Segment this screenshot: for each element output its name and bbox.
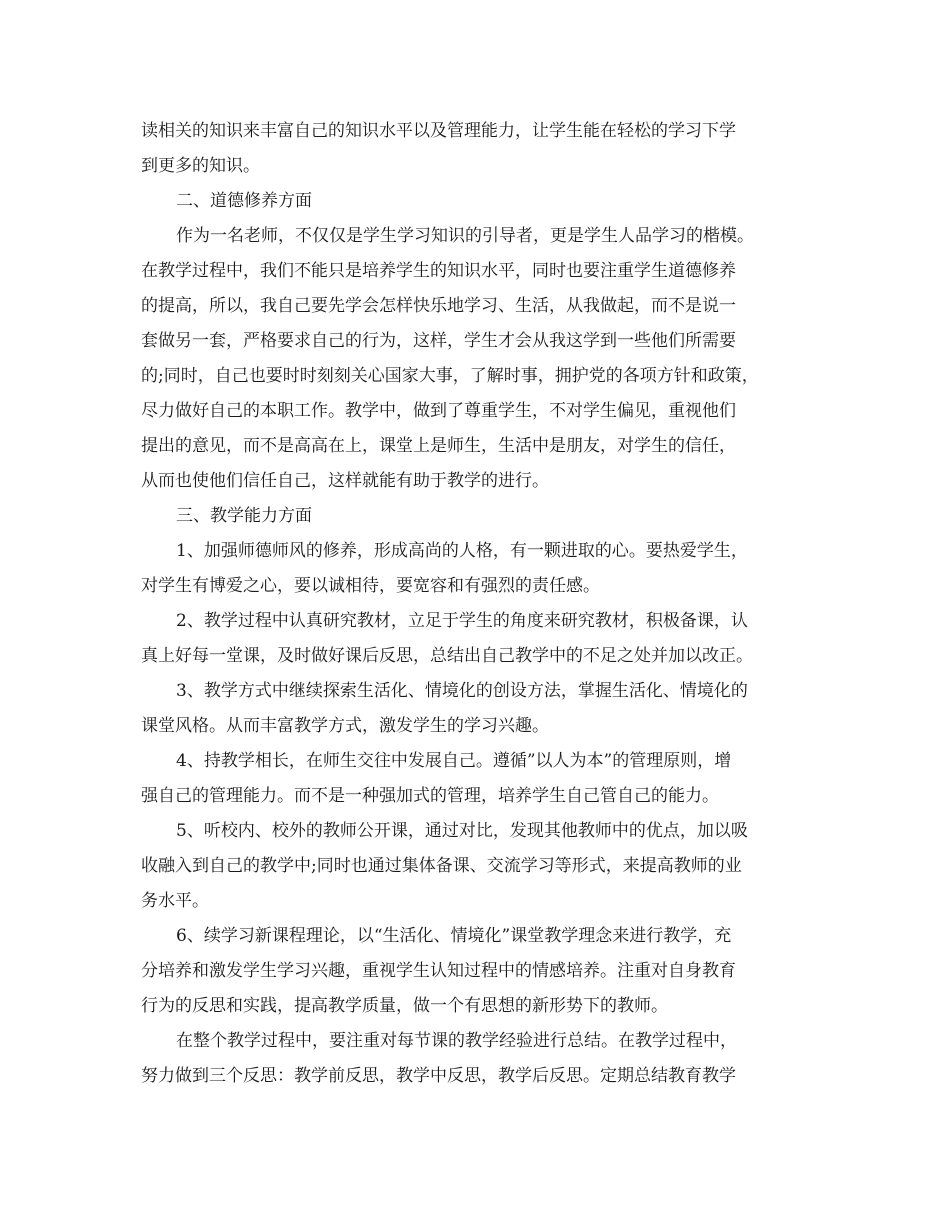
text-line: 强自己的管理能力。而不是一种强加式的管理，培养学生自己管自己的能力。 (141, 786, 719, 806)
text-line: 作为一名老师，不仅仅是学生学习知识的引导者，更是学生人品学习的楷模。 (176, 226, 754, 246)
text-line: 到更多的知识。 (141, 156, 260, 176)
text-line: 在整个教学过程中，要注重对每节课的教学经验进行总结。在教学过程中， (176, 1031, 737, 1051)
text-line: 三、教学能力方面 (176, 506, 312, 526)
text-line: 努力做到三个反思：教学前反思，教学中反思，教学后反思。定期总结教育教学 (141, 1066, 736, 1086)
text-line: 课堂风格。从而丰富教学方式，激发学生的学习兴趣。 (141, 716, 549, 736)
text-line: 分培养和激发学生学习兴趣，重视学生认知过程中的情感培养。注重对自身教育 (141, 961, 736, 981)
text-line: 3、教学方式中继续探索生活化、情境化的创设方法，掌握生活化、情境化的 (176, 681, 748, 701)
text-line: 对学生有博爱之心，要以诚相待，要宽容和有强烈的责任感。 (141, 576, 600, 596)
text-line: 行为的反思和实践，提高教学质量，做一个有思想的新形势下的教师。 (141, 996, 668, 1016)
text-line: 的;同时，自己也要时时刻刻关心国家大事，了解时事，拥护党的各项方针和政策， (141, 366, 759, 386)
text-line: 1、加强师德师风的修养，形成高尚的人格，有一颗进取的心。要热爱学生， (176, 541, 748, 561)
text-line: 读相关的知识来丰富自己的知识水平以及管理能力，让学生能在轻松的学习下学 (141, 121, 736, 141)
text-line: 4、持教学相长，在师生交往中发展自己。遵循”以人为本”的管理原则，增 (176, 751, 732, 771)
text-line: 5、听校内、校外的教师公开课，通过对比，发现其他教师中的优点，加以吸 (176, 821, 748, 841)
text-line: 收融入到自己的教学中;同时也通过集体备课、交流学习等形式，来提高教师的业 (141, 856, 742, 876)
text-line: 务水平。 (141, 891, 209, 911)
text-line: 的提高，所以，我自己要先学会怎样快乐地学习、生活，从我做起，而不是说一 (141, 296, 736, 316)
document-body (141, 114, 813, 1094)
text-line: 尽力做好自己的本职工作。教学中，做到了尊重学生，不对学生偏见，重视他们 (141, 401, 736, 421)
text-line: 2、教学过程中认真研究教材，立足于学生的角度来研究教材，积极备课，认 (176, 611, 748, 631)
text-line: 6、续学习新课程理论，以“生活化、情境化”课堂教学理念来进行教学，充 (176, 926, 732, 946)
text-line: 从而也使他们信任自己，这样就能有助于教学的进行。 (141, 471, 549, 491)
text-line: 真上好每一堂课，及时做好课后反思，总结出自己教学中的不足之处并加以改正。 (141, 646, 753, 666)
text-line: 在教学过程中，我们不能只是培养学生的知识水平，同时也要注重学生道德修养 (141, 261, 736, 281)
text-line: 提出的意见，而不是高高在上，课堂上是师生，生活中是朋友，对学生的信任， (141, 436, 736, 456)
text-line: 二、道德修养方面 (176, 191, 312, 211)
text-line: 套做另一套，严格要求自己的行为，这样，学生才会从我这学到一些他们所需要 (141, 331, 736, 351)
